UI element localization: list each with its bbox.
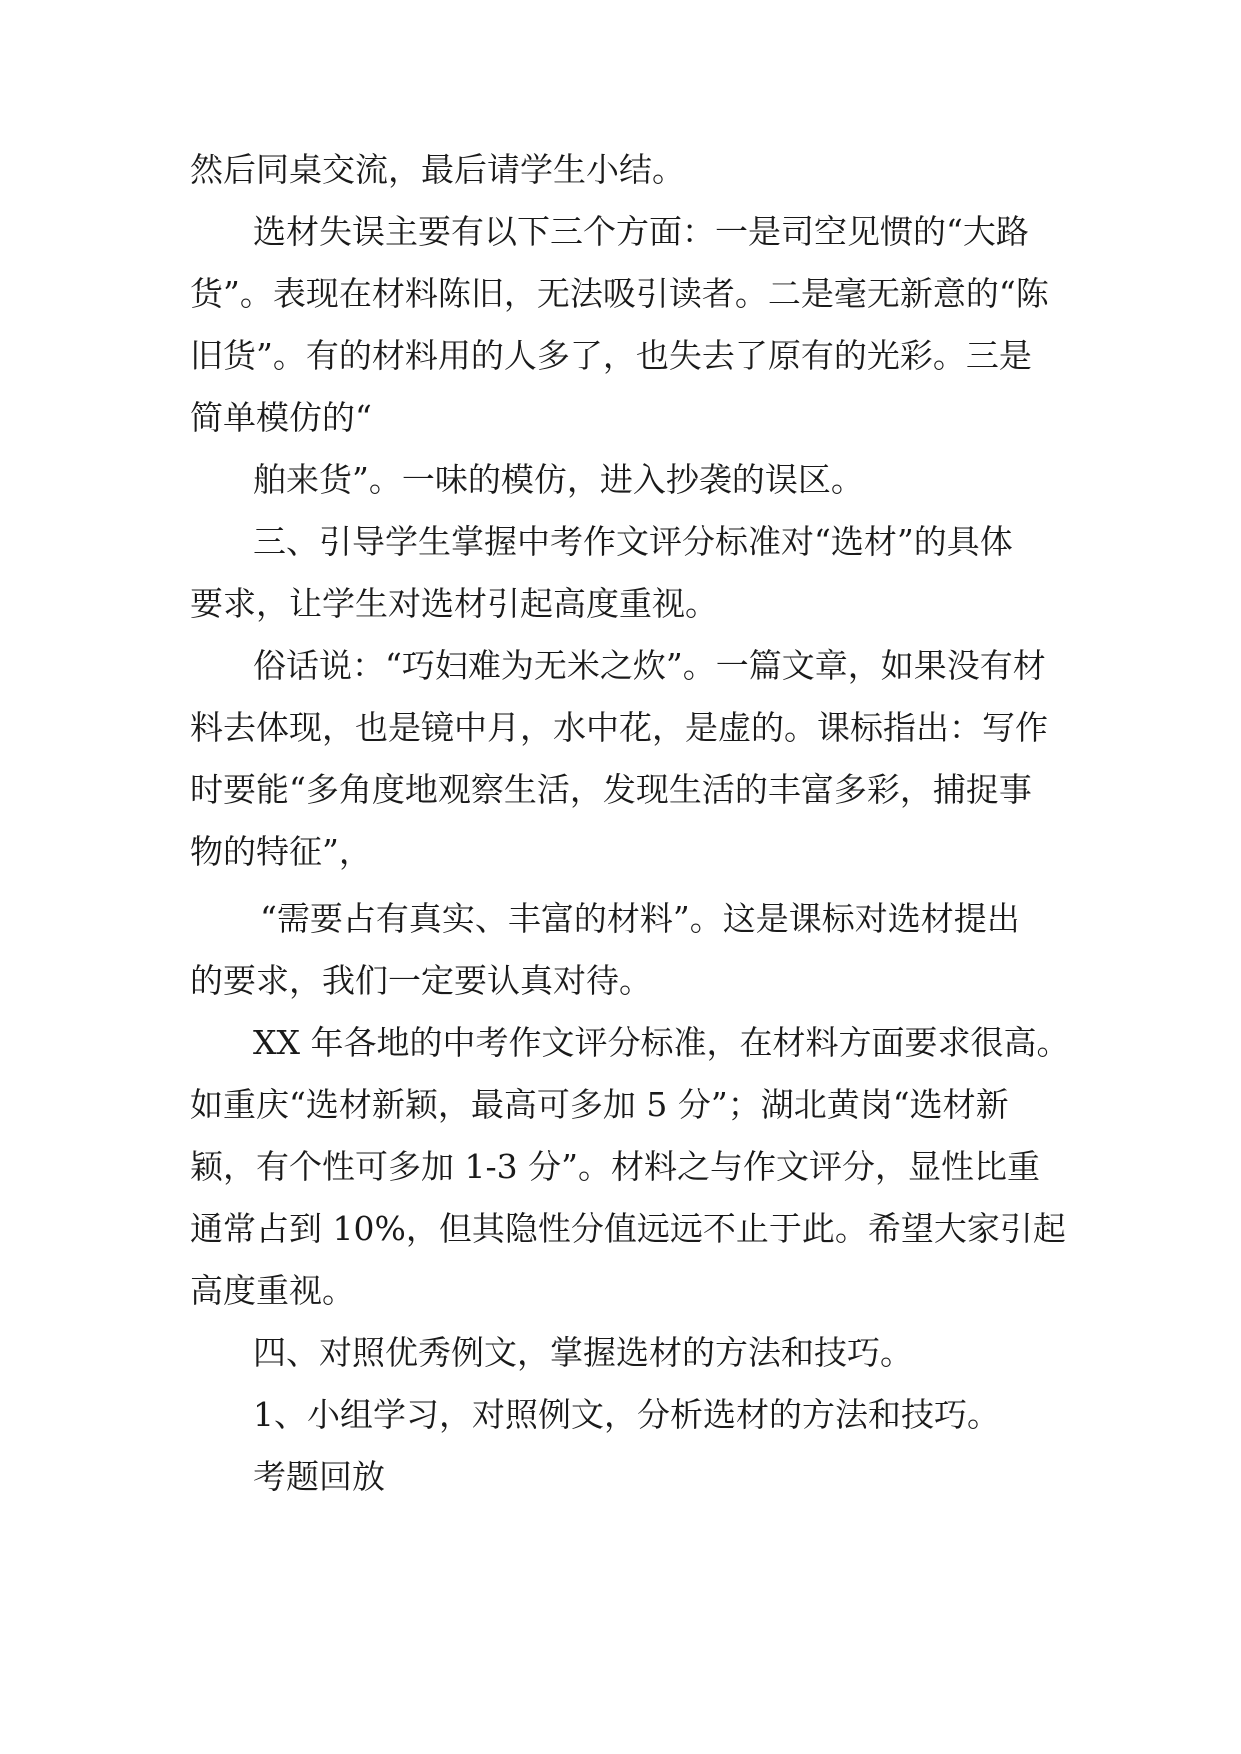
text-line: 颖，有个性可多加 1-3 分”。材料之与作文评分，显性比重 [190,1147,1040,1186]
paragraph-start-line: 舶来货”。一味的模仿，进入抄袭的误区。 [253,460,864,499]
text-line: 通常占到 10%，但其隐性分值远远不止于此。希望大家引起 [190,1209,1066,1248]
text-line: 简单模仿的“ [190,398,372,437]
section-heading-line: 四、对照优秀例文，掌握选材的方法和技巧。 [253,1333,913,1372]
text-line: 时要能“多角度地观察生活，发现生活的丰富多彩，捕捉事 [190,770,1032,809]
body-text [190,150,1070,1496]
text-line: 货”。表现在材料陈旧，无法吸引读者。二是毫无新意的“陈 [190,274,1049,313]
text-line: 物的特征”， [190,832,372,871]
text-line: 高度重视。 [190,1271,355,1310]
section-heading-line: 三、引导学生掌握中考作文评分标准对“选材”的具体 [253,522,1013,561]
paragraph-start-line: 选材失误主要有以下三个方面：一是司空见惯的“大路 [253,212,1029,251]
subheading-line: 考题回放 [253,1457,385,1496]
text-line: 的要求，我们一定要认真对待。 [190,961,652,1000]
paragraph-start-line: 俗话说：“巧妇难为无米之炊”。一篇文章，如果没有材 [253,646,1046,685]
text-line: 然后同桌交流，最后请学生小结。 [190,150,685,189]
text-line: 旧货”。有的材料用的人多了，也失去了原有的光彩。三是 [190,336,1032,375]
paragraph-start-line: XX 年各地的中考作文评分标准，在材料方面要求很高。 [253,1023,1070,1062]
text-line: 料去体现，也是镜中月，水中花，是虚的。课标指出：写作 [190,708,1048,747]
text-line: 要求，让学生对选材引起高度重视。 [190,584,718,623]
paragraph-start-line: “需要占有真实、丰富的材料”。这是课标对选材提出 [260,899,1020,938]
list-item-line: 1、小组学习，对照例文，分析选材的方法和技巧。 [253,1395,1000,1434]
text-line: 如重庆“选材新颖，最高可多加 5 分”；湖北黄岗“选材新 [190,1085,1009,1124]
